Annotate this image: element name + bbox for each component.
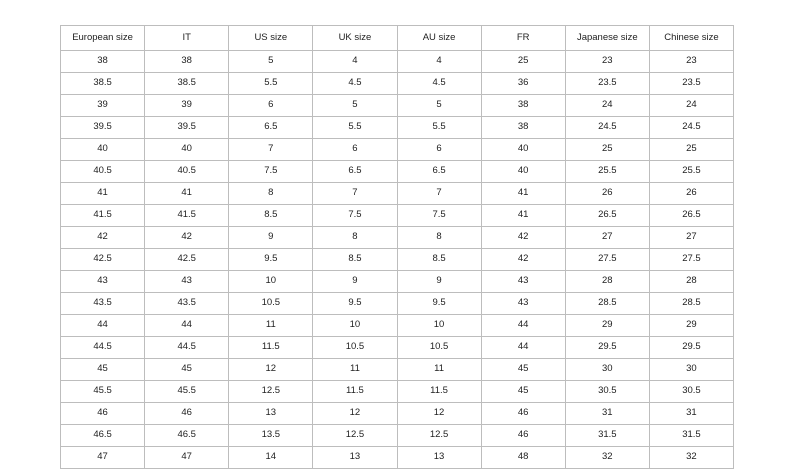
table-cell: 11.5 (313, 381, 397, 403)
table-cell: 10.5 (313, 337, 397, 359)
table-cell: 42.5 (61, 249, 145, 271)
table-cell: 42 (481, 249, 565, 271)
table-cell: 7 (229, 139, 313, 161)
table-cell: 9.5 (397, 293, 481, 315)
table-cell: 42 (481, 227, 565, 249)
size-conversion-table (60, 25, 734, 469)
table-cell: 13 (313, 447, 397, 469)
table-cell: 25 (481, 51, 565, 73)
table-cell: 8 (229, 183, 313, 205)
table-cell: 46 (481, 403, 565, 425)
table-cell: 29.5 (649, 337, 733, 359)
table-cell: 45 (145, 359, 229, 381)
table-cell: 32 (649, 447, 733, 469)
table-row (61, 139, 734, 161)
table-cell: 4 (397, 51, 481, 73)
table-cell: 40 (481, 161, 565, 183)
table-cell: 27 (565, 227, 649, 249)
table-cell: 9 (313, 271, 397, 293)
table-cell: 47 (145, 447, 229, 469)
table-cell: 6 (397, 139, 481, 161)
table-cell: 28 (649, 271, 733, 293)
table-cell: 5 (229, 51, 313, 73)
table-row (61, 425, 734, 447)
table-row (61, 447, 734, 469)
table-cell: 4.5 (397, 73, 481, 95)
table-cell: 28.5 (565, 293, 649, 315)
table-cell: 47 (61, 447, 145, 469)
table-cell: 44.5 (145, 337, 229, 359)
table-cell: 11 (313, 359, 397, 381)
table-row (61, 271, 734, 293)
table-cell: 8.5 (397, 249, 481, 271)
table-cell: 43.5 (61, 293, 145, 315)
table-cell: 39 (61, 95, 145, 117)
table-cell: 28.5 (649, 293, 733, 315)
table-cell: 40.5 (61, 161, 145, 183)
table-cell: 44 (145, 315, 229, 337)
column-header: UK size (313, 26, 397, 51)
table-cell: 12.5 (313, 425, 397, 447)
table-cell: 43 (481, 271, 565, 293)
table-row (61, 337, 734, 359)
table-cell: 46.5 (145, 425, 229, 447)
table-cell: 45.5 (145, 381, 229, 403)
table-cell: 12 (313, 403, 397, 425)
table-cell: 26 (565, 183, 649, 205)
column-header: Japanese size (565, 26, 649, 51)
table-cell: 13.5 (229, 425, 313, 447)
table-cell: 30.5 (649, 381, 733, 403)
table-cell: 39.5 (61, 117, 145, 139)
table-row (61, 51, 734, 73)
table-cell: 4 (313, 51, 397, 73)
table-cell: 12.5 (397, 425, 481, 447)
table-cell: 46 (145, 403, 229, 425)
table-cell: 42 (145, 227, 229, 249)
table-cell: 5.5 (229, 73, 313, 95)
table-cell: 11.5 (397, 381, 481, 403)
table-cell: 44 (481, 315, 565, 337)
table-cell: 24.5 (565, 117, 649, 139)
table-cell: 40 (61, 139, 145, 161)
table-cell: 43 (145, 271, 229, 293)
table-cell: 42 (61, 227, 145, 249)
table-row (61, 183, 734, 205)
table-cell: 30 (565, 359, 649, 381)
table-cell: 40 (481, 139, 565, 161)
table-row (61, 205, 734, 227)
table-cell: 26.5 (565, 205, 649, 227)
column-header: Chinese size (649, 26, 733, 51)
table-cell: 29 (565, 315, 649, 337)
table-cell: 8 (313, 227, 397, 249)
table-cell: 38.5 (61, 73, 145, 95)
table-cell: 7 (313, 183, 397, 205)
table-cell: 46.5 (61, 425, 145, 447)
table-cell: 7.5 (313, 205, 397, 227)
table-cell: 23.5 (649, 73, 733, 95)
table-row (61, 381, 734, 403)
table-cell: 23.5 (565, 73, 649, 95)
table-cell: 8 (397, 227, 481, 249)
table-cell: 38 (145, 51, 229, 73)
table-cell: 10 (229, 271, 313, 293)
table-row (61, 161, 734, 183)
table-cell: 5 (313, 95, 397, 117)
table-row (61, 315, 734, 337)
table-cell: 43.5 (145, 293, 229, 315)
table-cell: 27.5 (565, 249, 649, 271)
table-cell: 23 (649, 51, 733, 73)
table-cell: 7.5 (397, 205, 481, 227)
table-cell: 29 (649, 315, 733, 337)
table-row (61, 293, 734, 315)
table-cell: 43 (61, 271, 145, 293)
table-cell: 26.5 (649, 205, 733, 227)
table-row (61, 403, 734, 425)
table-cell: 5.5 (397, 117, 481, 139)
table-cell: 36 (481, 73, 565, 95)
table-cell: 48 (481, 447, 565, 469)
table-cell: 5.5 (313, 117, 397, 139)
table-cell: 7.5 (229, 161, 313, 183)
table-body (61, 51, 734, 469)
table-cell: 24 (565, 95, 649, 117)
table-cell: 29.5 (565, 337, 649, 359)
table-cell: 27 (649, 227, 733, 249)
table-cell: 45 (481, 381, 565, 403)
table-cell: 25 (649, 139, 733, 161)
table-cell: 8.5 (229, 205, 313, 227)
table-cell: 6.5 (229, 117, 313, 139)
table-row (61, 359, 734, 381)
table-cell: 24 (649, 95, 733, 117)
table-cell: 6 (313, 139, 397, 161)
table-cell: 42.5 (145, 249, 229, 271)
table-cell: 41.5 (61, 205, 145, 227)
table-cell: 30.5 (565, 381, 649, 403)
table-cell: 44.5 (61, 337, 145, 359)
table-header-row (61, 26, 734, 51)
table-cell: 30 (649, 359, 733, 381)
table-cell: 41 (145, 183, 229, 205)
table-cell: 38 (481, 95, 565, 117)
table-cell: 41 (481, 183, 565, 205)
table-cell: 45.5 (61, 381, 145, 403)
table-row (61, 227, 734, 249)
table-cell: 31.5 (649, 425, 733, 447)
table-cell: 11.5 (229, 337, 313, 359)
table-header (61, 26, 734, 51)
table-cell: 39.5 (145, 117, 229, 139)
table-cell: 46 (61, 403, 145, 425)
table-cell: 24.5 (649, 117, 733, 139)
table-cell: 26 (649, 183, 733, 205)
table-cell: 7 (397, 183, 481, 205)
table-cell: 8.5 (313, 249, 397, 271)
table-cell: 46 (481, 425, 565, 447)
table-cell: 27.5 (649, 249, 733, 271)
table-cell: 5 (397, 95, 481, 117)
table-cell: 25.5 (649, 161, 733, 183)
table-cell: 44 (61, 315, 145, 337)
table-cell: 9 (229, 227, 313, 249)
column-header: AU size (397, 26, 481, 51)
table-cell: 31.5 (565, 425, 649, 447)
table-cell: 11 (229, 315, 313, 337)
table-row (61, 249, 734, 271)
table-cell: 40.5 (145, 161, 229, 183)
table-cell: 6.5 (397, 161, 481, 183)
table-row (61, 73, 734, 95)
table-cell: 25.5 (565, 161, 649, 183)
table-cell: 13 (229, 403, 313, 425)
table-cell: 38 (481, 117, 565, 139)
table-cell: 32 (565, 447, 649, 469)
table-cell: 13 (397, 447, 481, 469)
table-cell: 44 (481, 337, 565, 359)
table-cell: 39 (145, 95, 229, 117)
table-cell: 9.5 (313, 293, 397, 315)
table-cell: 12 (397, 403, 481, 425)
table-cell: 28 (565, 271, 649, 293)
table-cell: 9 (397, 271, 481, 293)
column-header: IT (145, 26, 229, 51)
table-row (61, 117, 734, 139)
table-cell: 43 (481, 293, 565, 315)
table-cell: 31 (565, 403, 649, 425)
table-row (61, 95, 734, 117)
table-cell: 14 (229, 447, 313, 469)
table-cell: 41.5 (145, 205, 229, 227)
table-cell: 41 (61, 183, 145, 205)
column-header: US size (229, 26, 313, 51)
table-cell: 6 (229, 95, 313, 117)
table-cell: 23 (565, 51, 649, 73)
table-cell: 41 (481, 205, 565, 227)
table-cell: 10.5 (229, 293, 313, 315)
table-cell: 40 (145, 139, 229, 161)
table-cell: 38.5 (145, 73, 229, 95)
column-header: European size (61, 26, 145, 51)
table-cell: 45 (61, 359, 145, 381)
table-cell: 6.5 (313, 161, 397, 183)
table-cell: 38 (61, 51, 145, 73)
table-cell: 11 (397, 359, 481, 381)
table-cell: 12 (229, 359, 313, 381)
table-cell: 10.5 (397, 337, 481, 359)
table-cell: 10 (313, 315, 397, 337)
column-header: FR (481, 26, 565, 51)
table-cell: 9.5 (229, 249, 313, 271)
table-cell: 12.5 (229, 381, 313, 403)
table-cell: 10 (397, 315, 481, 337)
table-cell: 25 (565, 139, 649, 161)
table-cell: 4.5 (313, 73, 397, 95)
table-cell: 45 (481, 359, 565, 381)
table-cell: 31 (649, 403, 733, 425)
